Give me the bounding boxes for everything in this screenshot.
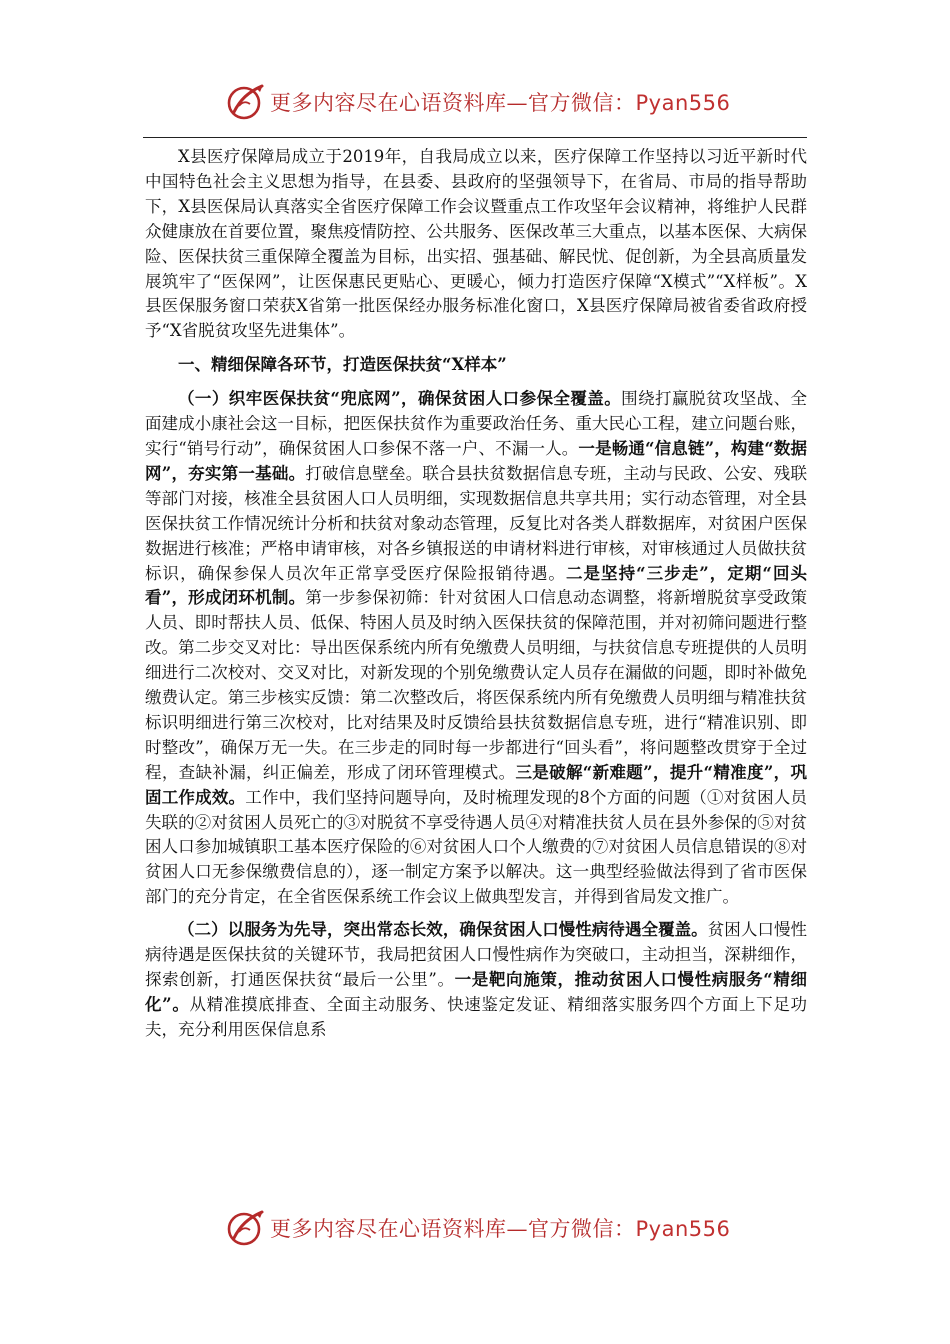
watermark-text: 更多内容尽在心语资料库—官方微信：Pyan556 <box>270 1217 731 1241</box>
brand-logo-icon <box>226 1208 266 1248</box>
wechat-id: Pyan556 <box>635 91 731 115</box>
intro-paragraph: X县医疗保障局成立于2019年，自我局成立以来，医疗保障工作坚持以习近平新时代中国特色社会主义思想为指导，在县委、县政府的坚强领导下，在省局、市局的指导帮助下，X县医保局认真落实全省医疗保障工作会议暨重点工作攻坚年会议精神，将维护人民群众健康放在首要位置，聚焦疫情防控、公共服务、医保改革三大重点，以基本医保、大病保险、医保扶贫三重保障全覆盖为目标，出实招、强基础、解民忧、促创新，为全县高质量发展筑牢了“医保网”，让医保惠民更贴心、更暖心，倾力打造医疗保障“X模式”“X样板”。X县医保服务窗口荣获X省第一批医保经办服务标准化窗口，X县医疗保障局被省委省政府授予“X省脱贫攻坚先进集体”。 <box>145 147 807 341</box>
wechat-id: Pyan556 <box>635 1217 731 1241</box>
subsection-1-paragraph: （一）织牢医保扶贫“兜底网”，确保贫困人口参保全覆盖。围绕打赢脱贫攻坚战、全面建成小康社会这一目标，把医保扶贫作为重要政治任务、重大民心工程，建立问题台账，实行“销号行动”，确保贫困人口参保不落一户、不漏一人。一是畅通“信息链”，构建“数据网”，夯实第一基础。打破信息壁垒。联合县扶贫数据信息专班，主动与民政、公安、残联等部门对接，核准全县贫困人口人员明细，实现数据信息共享共用；实行动态管理，对全县医保扶贫工作情况统计分析和扶贫对象动态管理，反复比对各类人群数据库，对贫困户医保数据进行核准；严格申请审核，对各乡镇报送的申请材料进行审核，对审核通过人员做扶贫标识，确保参保人员次年正常享受医疗保险报销待遇。二是坚持“三步走”，定期“回头看”，形成闭环机制。第一步参保初筛：针对贫困人口信息动态调整，将新增脱贫享受政策人员、即时帮扶人员、低保、特困人员及时纳入医保扶贫的保障范围，并对初筛问题进行整改。第二步交叉对比：导出医保系统内所有免缴费人员明细，与扶贫信息专班提供的人员明细进行二次校对、交叉对比，对新发现的个别免缴费认定人员存在漏做的问题，即时补做免缴费认定。第三步核实反馈：第二次整改后，将医保系统内所有免缴费人员明细与精准扶贫标识明细进行第三次校对，比对结果及时反馈给县扶贫数据信息专班，进行“精准识别、即时整改”，确保万无一失。在三步走的同时每一步都进行“回头看”，将问题整改贯穿于全过程，查缺补漏，纠正偏差，形成了闭环管理模式。三是破解“新难题”，提升“精准度”，巩固工作成效。工作中，我们坚持问题导向，及时梳理发现的8个方面的问题（①对贫困人员失联的②对贫困人员死亡的③对脱贫不享受待遇人员④对精准扶贫人员在县外参保的⑤对贫困人口参加城镇职工基本医疗保险的⑥对贫困人口个人缴费的⑦对贫困人员信息错误的⑧对贫困人口无参保缴费信息的），逐一制定方案予以解决。这一典型经验做法得到了省市医保部门的充分肯定，在全省医保系统工作会议上做典型发言，并得到省局发文推广。 <box>145 389 808 907</box>
watermark-text: 更多内容尽在心语资料库—官方微信：Pyan556 <box>270 91 731 115</box>
document-body <box>145 145 807 1043</box>
subsection-2-paragraph: （二）以服务为先导，突出常态长效，确保贫困人口慢性病待遇全覆盖。贫困人口慢性病待遇是医保扶贫的关键环节，我局把贫困人口慢性病作为突破口，主动担当，深耕细作，探索创新，打通医保扶贫“最后一公里”。一是靶向施策，推动贫困人口慢性病服务“精细化”。从精准摸底排查、全面主动服务、快速鉴定发证、精细落实服务四个方面上下足功夫，充分利用医保信息系 <box>145 920 808 1039</box>
footer-watermark-banner <box>226 1206 730 1250</box>
brand-logo-icon <box>226 82 266 122</box>
header-watermark-banner <box>226 80 730 124</box>
header-divider <box>143 137 807 138</box>
section-heading: 一、精细保障各环节，打造医保扶贫“X样本” <box>178 355 507 375</box>
